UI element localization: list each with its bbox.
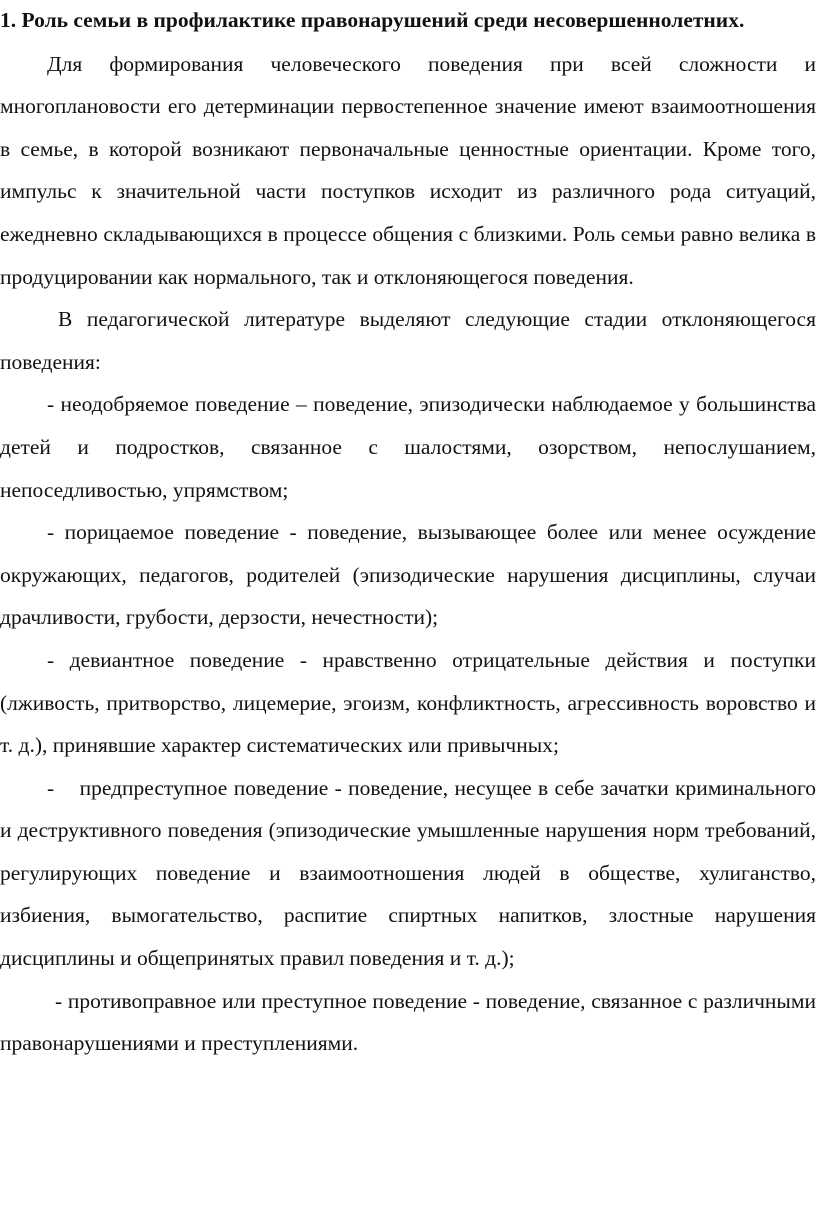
stage-item-criminal: - противоправное или преступное поведение - поведение, связанное с различными правонарушениями и преступлениями. bbox=[0, 988, 816, 1056]
stage-item-disapproved: - неодобряемое поведение – поведение, эпизодически наблюдаемое у большинства детей и подростков, связанное с шалостями, озорством, непослушанием, непоседливостью, упрямством; bbox=[0, 392, 816, 502]
intro-paragraph: Для формирования человеческого поведения при всей сложности и многоплановости его детерминации первостепенное значение имеют взаимоотношения в семье, в которой возникают первоначальные ценностные ориентации. Кроме того, импульс к значительной части поступков исходит из различного рода ситуаций, ежедневно складывающихся в процессе общения с близкими. Роль семьи равно велика в продуцировании как нормального, так и отклоняющегося поведения. bbox=[0, 51, 816, 289]
stage-item-pre-criminal: - предпреступное поведение - поведение, несущее в себе зачатки криминального и деструктивного поведения (эпизодические умышленные нарушения норм требований, регулирующих поведение и взаимоотношения людей в обществе, хулиганство, избиения, вымогательство, распитие спиртных напитков, злостные нарушения дисциплины и общепринятых правил поведения и т. д.); bbox=[0, 775, 816, 971]
stage-item-censured: - порицаемое поведение - поведение, вызывающее более или менее осуждение окружающих, педагогов, родителей (эпизодические нарушения дисциплины, случаи драчливости, грубости, дерзости, нечестности); bbox=[0, 520, 816, 630]
stage-item-deviant: - девиантное поведение - нравственно отрицательные действия и поступки (лживость, притворство, лицемерие, эгоизм, конфликтность, агрессивность воровство и т. д.), принявшие характер систематических или привычных; bbox=[0, 647, 816, 758]
section-heading: 1. Роль семьи в профилактике правонарушений среди несовершеннолетних. bbox=[0, 8, 745, 32]
stages-intro-paragraph: В педагогической литературе выделяют следующие стадии отклоняющегося поведения: bbox=[0, 307, 816, 374]
